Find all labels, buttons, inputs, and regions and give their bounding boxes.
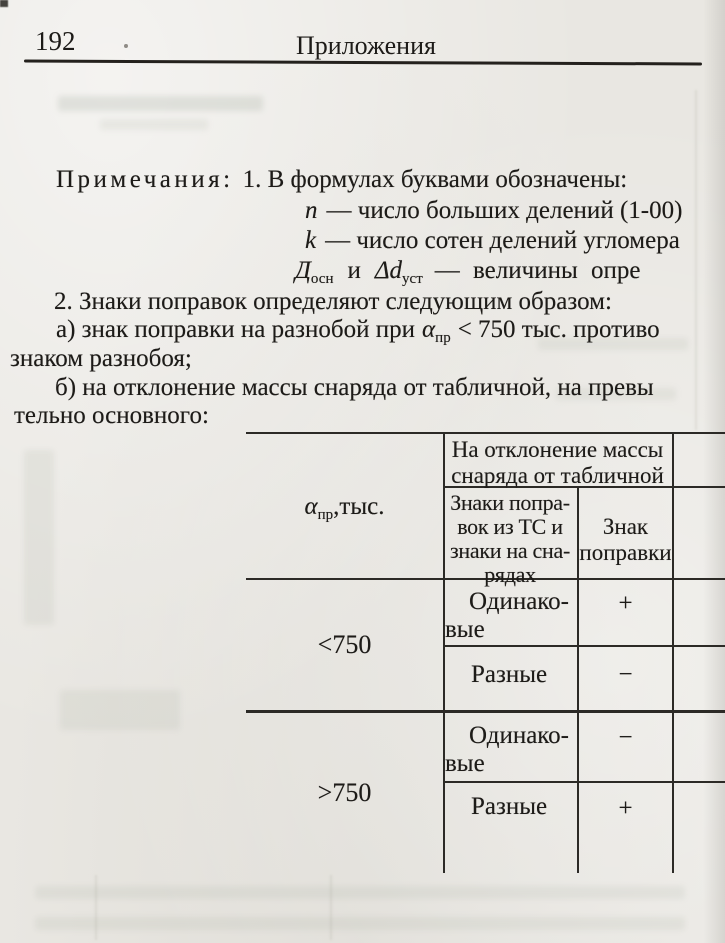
table-range-gt750: >750 [317,778,372,807]
row-label-line: Одинако- [469,588,569,615]
table-sign-cell: − [618,724,633,751]
col3-header-line: Знак [602,514,649,539]
table-col3-header [579,514,672,566]
bleed-through-smudge [24,450,54,625]
conjunction: и [347,257,361,284]
table-range-lt750: <750 [317,630,372,659]
item-a-text-cont: < 750 тыс. противо [457,316,660,343]
table-column-rule [672,432,674,873]
page-edge-shadow [703,0,725,943]
col2-header-line: знаки на сна- [450,538,570,563]
note-heading-line [56,166,627,193]
variable-d: Д [295,257,311,284]
col3-header-line: поправки [579,540,672,565]
col2-header-line: рядах [484,562,536,587]
table-sign-cell: − [618,661,633,688]
bleed-through-smudge [100,119,208,130]
table-row-label [445,588,577,644]
variable-d-subscript: осн [310,271,334,287]
alpha-symbol: α [304,493,318,520]
note-item-b-continuation: тельно основного: [14,402,209,429]
table-row-label: Разные [471,793,548,820]
page-number: 192 [35,26,76,56]
col1-header-units: ,тыс. [333,493,385,520]
row-label-line: вые [445,750,485,777]
table-sign-cell: + [618,590,633,617]
header-rule [24,60,702,66]
table-row-rule [443,781,725,783]
scan-corner-mark [0,0,8,7]
note-heading-label: Примечания: [56,166,234,193]
bleed-through-smudge [35,886,685,899]
variable-delta-d-subscript: уст [402,271,423,287]
bleed-through-smudge [60,690,180,730]
note-definition-n [305,197,682,224]
col2-header-line: вок из ТС и [457,514,563,539]
bleed-through-line [695,90,697,430]
note-definition-k [305,227,680,254]
span-header-line: снаряда от табличной [451,463,664,488]
note-item-2: 2. Знаки поправок определяют следующим образом: [54,288,612,315]
bleed-through-line [95,875,97,940]
row-label-line: Одинако- [469,722,569,749]
note-item-a-continuation: знаком разнобоя; [10,345,192,372]
running-head: Приложения [296,31,436,60]
definition-k-text: — число сотен делений угломера [325,227,680,254]
note-heading-rest: 1. В формулах буквами обозначены: [242,166,628,193]
note-item-b: б) на отклонение массы снаряда от табличной, на превы [55,374,654,401]
table-sign-cell: + [618,795,633,822]
table-row-rule [443,645,725,647]
bleed-through-smudge [35,917,685,930]
item-a-text: а) знак поправки на разнобой при [56,316,416,343]
variable-k: k [305,227,317,254]
alpha-subscript: пр [435,330,451,346]
variable-delta-d: Δd [374,257,403,284]
variable-n: n [305,197,318,224]
alpha-symbol: α [422,316,436,343]
table-row-label: Разные [471,661,548,688]
alpha-subscript: пр [317,507,334,523]
table-col2-header [444,491,576,587]
definition-d-text: — величины опре [434,257,641,284]
table-top-rule [246,432,725,434]
table-group-separator-rule [246,710,725,713]
ink-speck [124,44,128,48]
table-row-label [445,722,577,778]
span-header-line: На отклонение массы [451,437,664,462]
bleed-through-smudge [58,96,263,111]
bleed-through-line [330,875,332,940]
definition-n-text: — число больших делений (1-00) [326,197,683,224]
table-col1-header [248,493,441,529]
table-span-header [445,437,670,489]
row-label-line: вые [445,616,485,643]
col2-header-line: Знаки попра- [450,490,570,515]
